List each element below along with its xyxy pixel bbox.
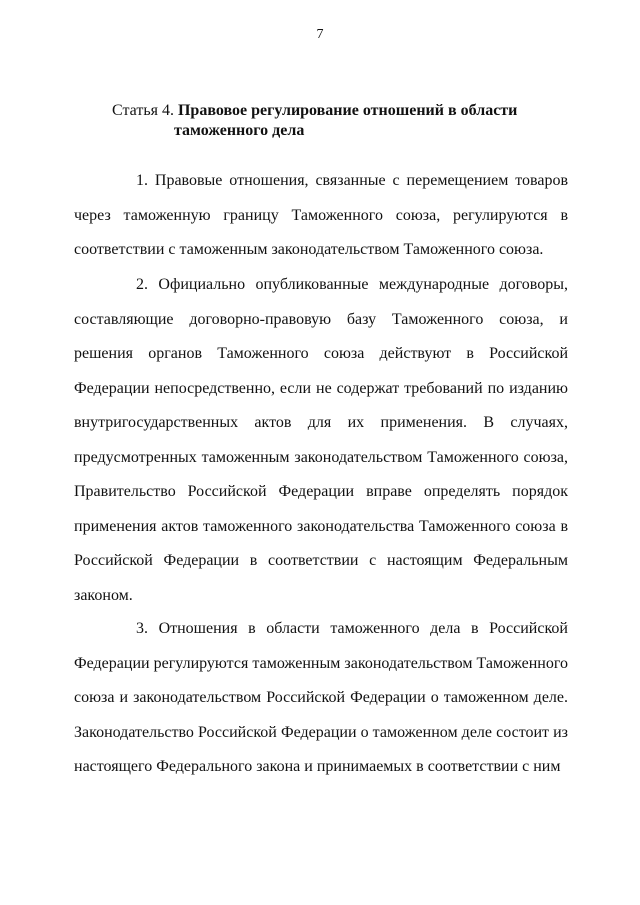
article-title-line1: Правовое регулирование отношений в области [177, 102, 518, 119]
article-heading-line1 [112, 101, 517, 121]
article-number: Статья 4. [112, 102, 174, 119]
paragraph-2-block [74, 268, 568, 613]
page-number: 7 [316, 27, 324, 42]
article-heading [112, 101, 517, 141]
paragraph-2: 2. Официально опубликованные международные договоры, составляющие договорно-правовую базу Таможенного союза, и решения органов Таможенного союза действуют в Российской Федерации непосредственно, если не содержат требований по изданию внутригосударственных актов для их применения. В случаях, предусмотренных таможенным законодательством Таможенного союза, Правительство Российской Федерации вправе определять порядок применения актов таможенного законодательства Таможенного союза в Российской Федерации в соответствии с настоящим Федеральным законом. [74, 276, 568, 604]
paragraph-3-block [74, 612, 568, 785]
paragraph-3: 3. Отношения в области таможенного дела в Российской Федерации регулируются таможенным законодательством Таможенного союза и законодательством Российской Федерации о таможенном деле. Законодательство Российской Федерации о таможенном деле состоит из настоящего Федерального закона и принимаемых в соответствии с ним [74, 620, 568, 775]
paragraph-1-block [74, 164, 568, 268]
article-title-line2: таможенного дела [174, 122, 305, 139]
paragraph-1: 1. Правовые отношения, связанные с перемещением товаров через таможенную границу Таможенного союза, регулируются в соответствии с таможенным законодательством Таможенного союза. [74, 172, 568, 258]
